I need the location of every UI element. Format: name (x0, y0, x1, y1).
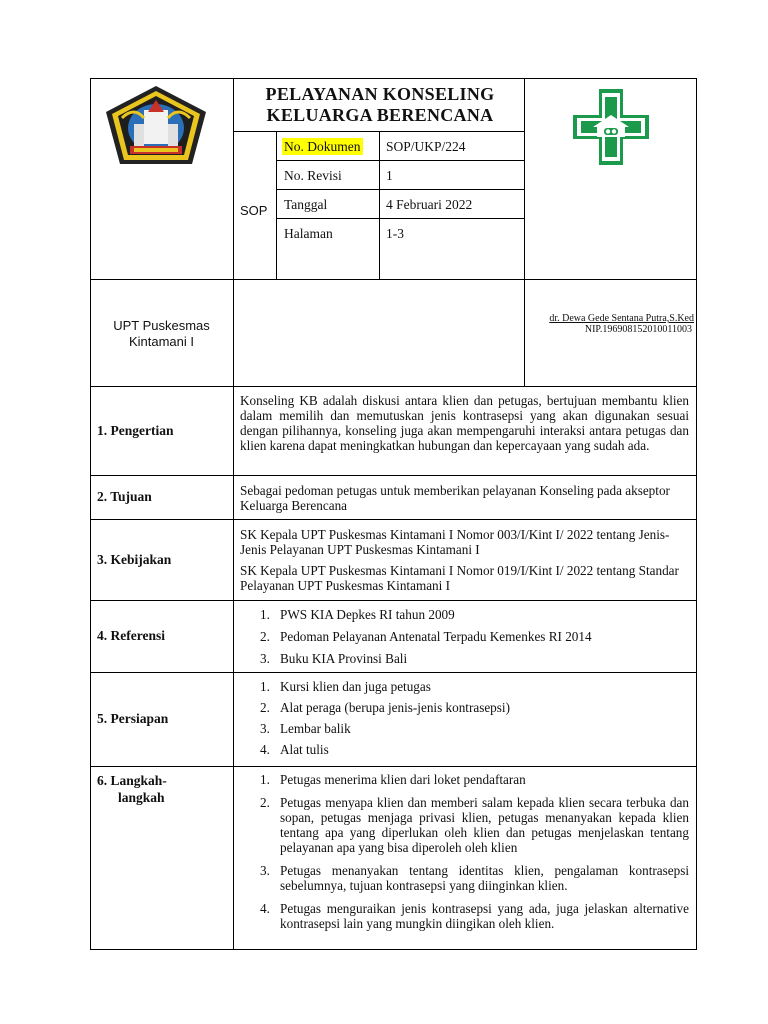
meta-label-tanggal: Tanggal (284, 197, 328, 212)
list-item-text: Pedoman Pelayanan Antenatal Terpadu Kemenkes RI 2014 (280, 629, 592, 644)
list-item: 4. Alat tulis (260, 742, 329, 757)
organization-name (90, 318, 233, 350)
section-label-langkah-line-2: langkah (118, 790, 165, 805)
list-item-text: Lembar balik (280, 721, 351, 736)
sop-label: SOP (240, 203, 268, 218)
kebijakan-text-2: SK Kepala UPT Puskesmas Kintamani I Nomor 019/I/Kint I/ 2022 tentang Standar Pelayanan UPT Puskesmas Kintamani I (240, 563, 679, 593)
langkah-list (234, 772, 689, 931)
list-item-text: Petugas menerima klien dari loket pendaftaran (280, 772, 526, 787)
list-item-text: PWS KIA Depkes RI tahun 2009 (280, 607, 455, 622)
document-title (236, 84, 524, 126)
list-item-text: Petugas menyapa klien dan memberi salam kepada klien secara terbuka dan sopan, petugas menjaga privasi klien, petugas menanyakan kepada klien tentang apa yang diperlukan oleh klien dan petugas menjelaskan tentang pelayanan apa yang bisa diperoleh oleh klien (280, 795, 689, 855)
organization-line-2: Kintamani I (128, 334, 195, 349)
kebijakan-text-1: SK Kepala UPT Puskesmas Kintamani I Nomor 003/I/Kint I/ 2022 tentang Jenis-Jenis Pelayanan UPT Puskesmas Kintamani I (240, 527, 670, 557)
section-label-referensi: 4. Referensi (97, 628, 165, 643)
list-item: 2. Petugas menyapa klien dan memberi salam kepada klien secara terbuka dan sopan, petugas menjaga privasi klien, petugas menanyakan kepada klien tentang apa yang diperlukan oleh klien dan petugas menjelaskan tentang pelayanan apa yang bisa diperoleh oleh klien (260, 795, 689, 855)
signatory-name: dr. Dewa Gede Sentana Putra,S.Ked (549, 313, 694, 324)
list-item-text: Petugas menanyakan tentang identitas klien, pengalaman kontrasepsi sebelumnya, tujuan kontrasepsi yang diinginkan klien. (280, 863, 689, 893)
meta-value-tanggal: 4 Februari 2022 (386, 197, 473, 212)
meta-value-no-revisi: 1 (386, 168, 393, 183)
referensi-list (234, 607, 689, 666)
meta-label-no-revisi: No. Revisi (284, 168, 342, 183)
meta-label-halaman: Halaman (284, 226, 333, 241)
list-item: 2. Alat peraga (berupa jenis-jenis kontrasepsi) (260, 700, 510, 715)
list-item-text: Kursi klien dan juga petugas (280, 679, 431, 694)
list-item: 1. Petugas menerima klien dari loket pendaftaran (260, 772, 526, 787)
list-item: 3. Buku KIA Provinsi Bali (260, 651, 408, 666)
list-item: 3. Petugas menanyakan tentang identitas klien, pengalaman kontrasepsi sebelumnya, tujuan kontrasepsi yang diinginkan klien. (260, 863, 689, 893)
pengertian-text: Konseling KB adalah diskusi antara klien dan petugas, bertujuan membantu klien dalam memilih dan memutuskan jenis kontrasepsi yang akan digunakan sesuai dengan pilihannya, konseling juga akan mempengaruhi interaksi antara petugas dan klien karena dapat meningkatkan hubungan dan kepercayaan yang sudah ada. (240, 393, 689, 453)
meta-value-no-dokumen: SOP/UKP/224 (386, 139, 466, 154)
section-label-persiapan: 5. Persiapan (97, 711, 169, 726)
meta-label-highlight: No. Dokumen (284, 139, 361, 154)
section-label-langkah-line-1: 6. Langkah- (97, 773, 167, 788)
regency-crest-icon (104, 84, 208, 166)
meta-value-halaman: 1-3 (386, 226, 404, 241)
signatory-nip: NIP.196908152010011003 (584, 324, 692, 335)
list-item: 2. Pedoman Pelayanan Antenatal Terpadu Kemenkes RI 2014 (260, 629, 592, 644)
section-label-langkah (97, 772, 167, 806)
list-item-text: Alat tulis (280, 742, 329, 757)
signatory-block (522, 313, 694, 335)
title-line-1: PELAYANAN KONSELING (265, 84, 495, 104)
list-item: 1. PWS KIA Depkes RI tahun 2009 (260, 607, 455, 622)
list-item: 3. Lembar balik (260, 721, 351, 736)
persiapan-list (234, 679, 689, 757)
title-line-2: KELUARGA BERENCANA (266, 105, 494, 125)
puskesmas-green-cross-icon (571, 87, 651, 167)
tujuan-text: Sebagai pedoman petugas untuk memberikan pelayanan Konseling pada akseptor Keluarga Berencana (240, 483, 670, 513)
section-label-tujuan: 2. Tujuan (97, 489, 152, 504)
list-item: 1. Kursi klien dan juga petugas (260, 679, 431, 694)
meta-label-no-dokumen (284, 139, 363, 155)
list-item-text: Alat peraga (berupa jenis-jenis kontrasepsi) (280, 700, 510, 715)
organization-line-1: UPT Puskesmas (113, 318, 210, 333)
list-item-text: Petugas menguraikan jenis kontrasepsi yang ada, juga jelaskan alternative kontrasepsi lain yang mungkin diingikan oleh klien. (280, 901, 689, 931)
list-item-text: Buku KIA Provinsi Bali (280, 651, 408, 666)
list-item: 4. Petugas menguraikan jenis kontrasepsi yang ada, juga jelaskan alternative kontrasepsi lain yang mungkin diingikan oleh klien. (260, 901, 689, 931)
section-label-kebijakan: 3. Kebijakan (97, 552, 172, 567)
section-label-pengertian: 1. Pengertian (97, 423, 174, 438)
